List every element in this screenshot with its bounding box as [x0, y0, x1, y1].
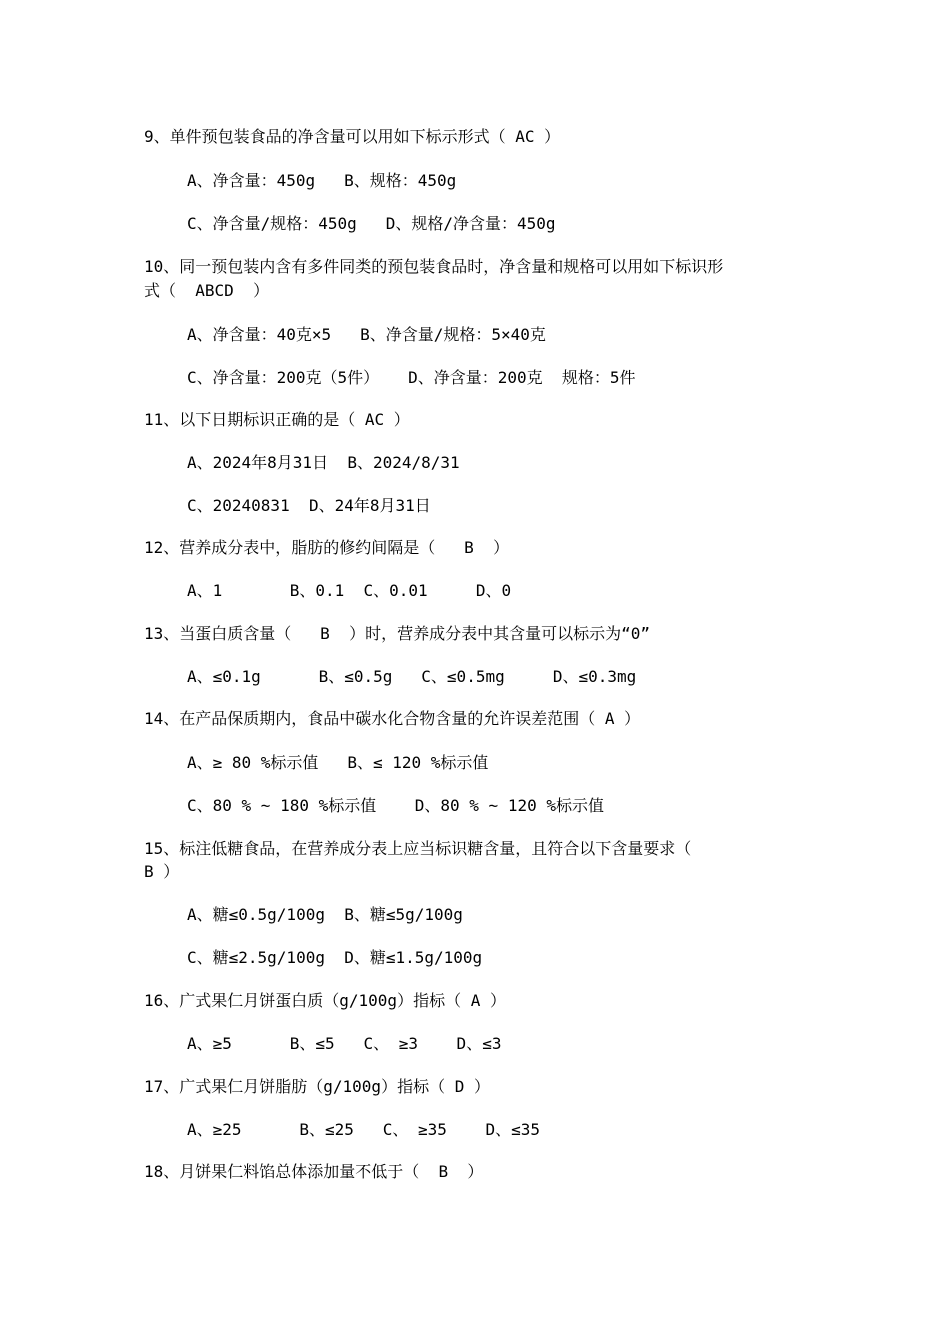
question-14-options-line-1: A、≥ 80 %标示值 B、≤ 120 %标示值: [187, 753, 489, 772]
question-9-options-line-1: A、净含量：450g B、规格：450g: [187, 171, 457, 190]
question-16-options-line-1: A、≥5 B、≤5 C、 ≥3 D、≤3: [187, 1034, 502, 1053]
question-16-stem: 16、广式果仁月饼蛋白质（g/100g）指标（ A ）: [144, 991, 506, 1010]
question-18-stem: 18、月饼果仁料馅总体添加量不低于（ B ）: [144, 1162, 484, 1181]
question-10-stem-line-1: 10、同一预包装内含有多件同类的预包装食品时，净含量和规格可以用如下标识形: [144, 257, 724, 276]
question-15-options-line-2: C、糖≤2.5g/100g D、糖≤1.5g/100g: [187, 948, 483, 967]
question-10-options-line-1: A、净含量：40克×5 B、净含量/规格：5×40克: [187, 325, 546, 344]
question-11-stem: 11、以下日期标识正确的是（ AC ）: [144, 410, 410, 429]
question-17-stem: 17、广式果仁月饼脂肪（g/100g）指标（ D ）: [144, 1077, 490, 1096]
question-9-stem: 9、单件预包装食品的净含量可以用如下标示形式（ AC ）: [144, 127, 561, 146]
question-13-stem: 13、当蛋白质含量（ B ）时，营养成分表中其含量可以标示为“0”: [144, 624, 650, 643]
question-14-options-line-2: C、80 % ~ 180 %标示值 D、80 % ~ 120 %标示值: [187, 796, 604, 815]
question-10-options-line-2: C、净含量：200克（5件） D、净含量：200克 规格：5件: [187, 368, 636, 387]
question-10-stem-line-2: 式（ ABCD ）: [144, 281, 270, 300]
question-11-options-line-2: C、20240831 D、24年8月31日: [187, 496, 431, 515]
question-11-options-line-1: A、2024年8月31日 B、2024/8/31: [187, 453, 460, 472]
question-12-stem: 12、营养成分表中，脂肪的修约间隔是（ B ）: [144, 538, 510, 557]
question-15-options-line-1: A、糖≤0.5g/100g B、糖≤5g/100g: [187, 905, 463, 924]
question-13-options-line-1: A、≤0.1g B、≤0.5g C、≤0.5mg D、≤0.3mg: [187, 667, 637, 686]
question-15-stem-line-1: 15、标注低糖食品，在营养成分表上应当标识糖含量，且符合以下含量要求（: [144, 839, 692, 858]
question-14-stem: 14、在产品保质期内，食品中碳水化合物含量的允许误差范围（ A ）: [144, 709, 641, 728]
question-15-stem-line-2: B ）: [144, 862, 180, 881]
question-17-options-line-1: A、≥25 B、≤25 C、 ≥35 D、≤35: [187, 1120, 540, 1139]
question-9-options-line-2: C、净含量/规格：450g D、规格/净含量：450g: [187, 214, 556, 233]
question-12-options-line-1: A、1 B、0.1 C、0.01 D、0: [187, 581, 512, 600]
